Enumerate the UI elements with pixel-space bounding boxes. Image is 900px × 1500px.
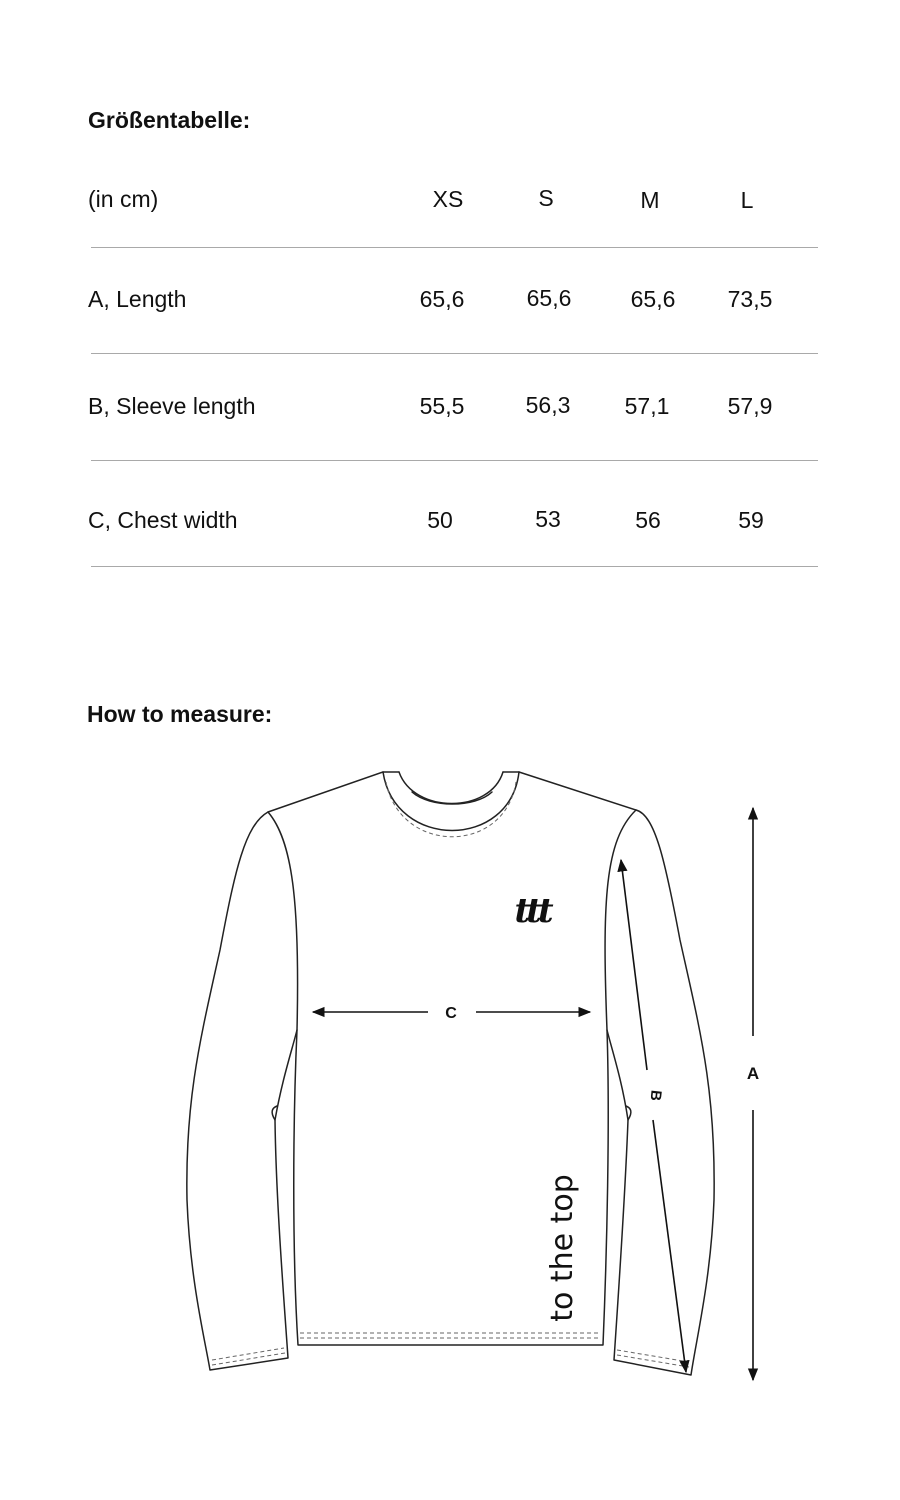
cell-length-l: 73,5 bbox=[727, 286, 773, 312]
cell-length-s: 65,6 bbox=[526, 285, 572, 311]
left-sleeve-outline bbox=[187, 812, 297, 1370]
cell-chest-l: 59 bbox=[738, 507, 764, 533]
sleeve-arrow-top bbox=[621, 860, 647, 1070]
size-header-m: M bbox=[640, 187, 660, 213]
row-label-sleeve: B, Sleeve length bbox=[88, 393, 256, 419]
row-label-length: A, Length bbox=[88, 286, 187, 312]
cell-sleeve-m: 57,1 bbox=[624, 393, 670, 419]
print-text: to the top bbox=[545, 1174, 580, 1322]
shirt-body-outline bbox=[268, 772, 636, 1345]
label-a: A bbox=[746, 1064, 760, 1083]
cell-sleeve-xs: 55,5 bbox=[419, 393, 465, 419]
unit-label: (in cm) bbox=[88, 186, 159, 212]
size-header-s: S bbox=[538, 185, 554, 211]
label-b: B bbox=[646, 1089, 665, 1102]
sleeve-arrow-bottom bbox=[653, 1120, 686, 1372]
chest-logo: ttt bbox=[514, 891, 550, 931]
cell-chest-m: 56 bbox=[635, 507, 661, 533]
cell-sleeve-l: 57,9 bbox=[727, 393, 773, 419]
row-label-chest: C, Chest width bbox=[88, 507, 238, 533]
cell-chest-s: 53 bbox=[535, 506, 561, 532]
cell-length-xs: 65,6 bbox=[419, 286, 465, 312]
cell-chest-xs: 50 bbox=[427, 507, 453, 533]
measure-heading: How to measure: bbox=[87, 701, 273, 727]
cell-sleeve-s: 56,3 bbox=[525, 392, 571, 418]
size-chart-heading: Größentabelle: bbox=[88, 107, 251, 133]
label-c: C bbox=[445, 1005, 457, 1022]
cell-length-m: 65,6 bbox=[630, 286, 676, 312]
size-header-l: L bbox=[740, 187, 754, 213]
size-header-xs: XS bbox=[432, 186, 464, 212]
